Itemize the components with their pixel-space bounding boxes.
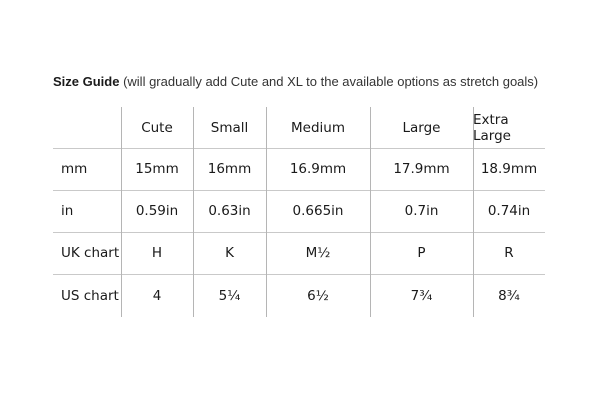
table-cell: 4 bbox=[152, 287, 162, 304]
table-cell: 7¾ bbox=[410, 287, 433, 304]
column-header: Large bbox=[402, 119, 441, 136]
table-cell: 15mm bbox=[135, 161, 179, 177]
table-cell: 5¼ bbox=[218, 287, 241, 304]
size-guide-title bbox=[53, 74, 538, 89]
title-note: (will gradually add Cute and XL to the available options as stretch goals) bbox=[119, 74, 539, 89]
column-header: Small bbox=[210, 119, 249, 136]
table-cell: 0.665in bbox=[292, 203, 344, 219]
table-cell: 6½ bbox=[307, 287, 329, 304]
table-cell: 8¾ bbox=[498, 287, 520, 304]
table-cell: P bbox=[417, 245, 426, 261]
table-cell: 0.7in bbox=[404, 203, 439, 219]
table-cell: H bbox=[151, 245, 163, 261]
table-cell: 0.74in bbox=[487, 203, 531, 219]
title-bold: Size Guide bbox=[53, 74, 120, 89]
table-cell: K bbox=[225, 245, 234, 261]
row-label: US chart bbox=[61, 287, 119, 304]
table-cell: 17.9mm bbox=[393, 161, 450, 177]
table-cell: 16mm bbox=[207, 161, 252, 177]
table-cell: 0.59in bbox=[135, 203, 179, 219]
size-table bbox=[53, 107, 545, 317]
row-label: UK chart bbox=[61, 245, 120, 261]
column-header: Extra Large bbox=[473, 111, 511, 144]
table-cell: M½ bbox=[305, 245, 331, 261]
table-cell: 0.63in bbox=[208, 203, 251, 219]
column-header: Cute bbox=[141, 119, 173, 136]
column-header: Medium bbox=[291, 119, 345, 136]
table-cell: R bbox=[504, 245, 514, 261]
row-label: mm bbox=[61, 161, 88, 177]
table-cell: 18.9mm bbox=[480, 161, 538, 177]
table-cell: 16.9mm bbox=[289, 161, 347, 177]
row-label: in bbox=[61, 203, 74, 219]
